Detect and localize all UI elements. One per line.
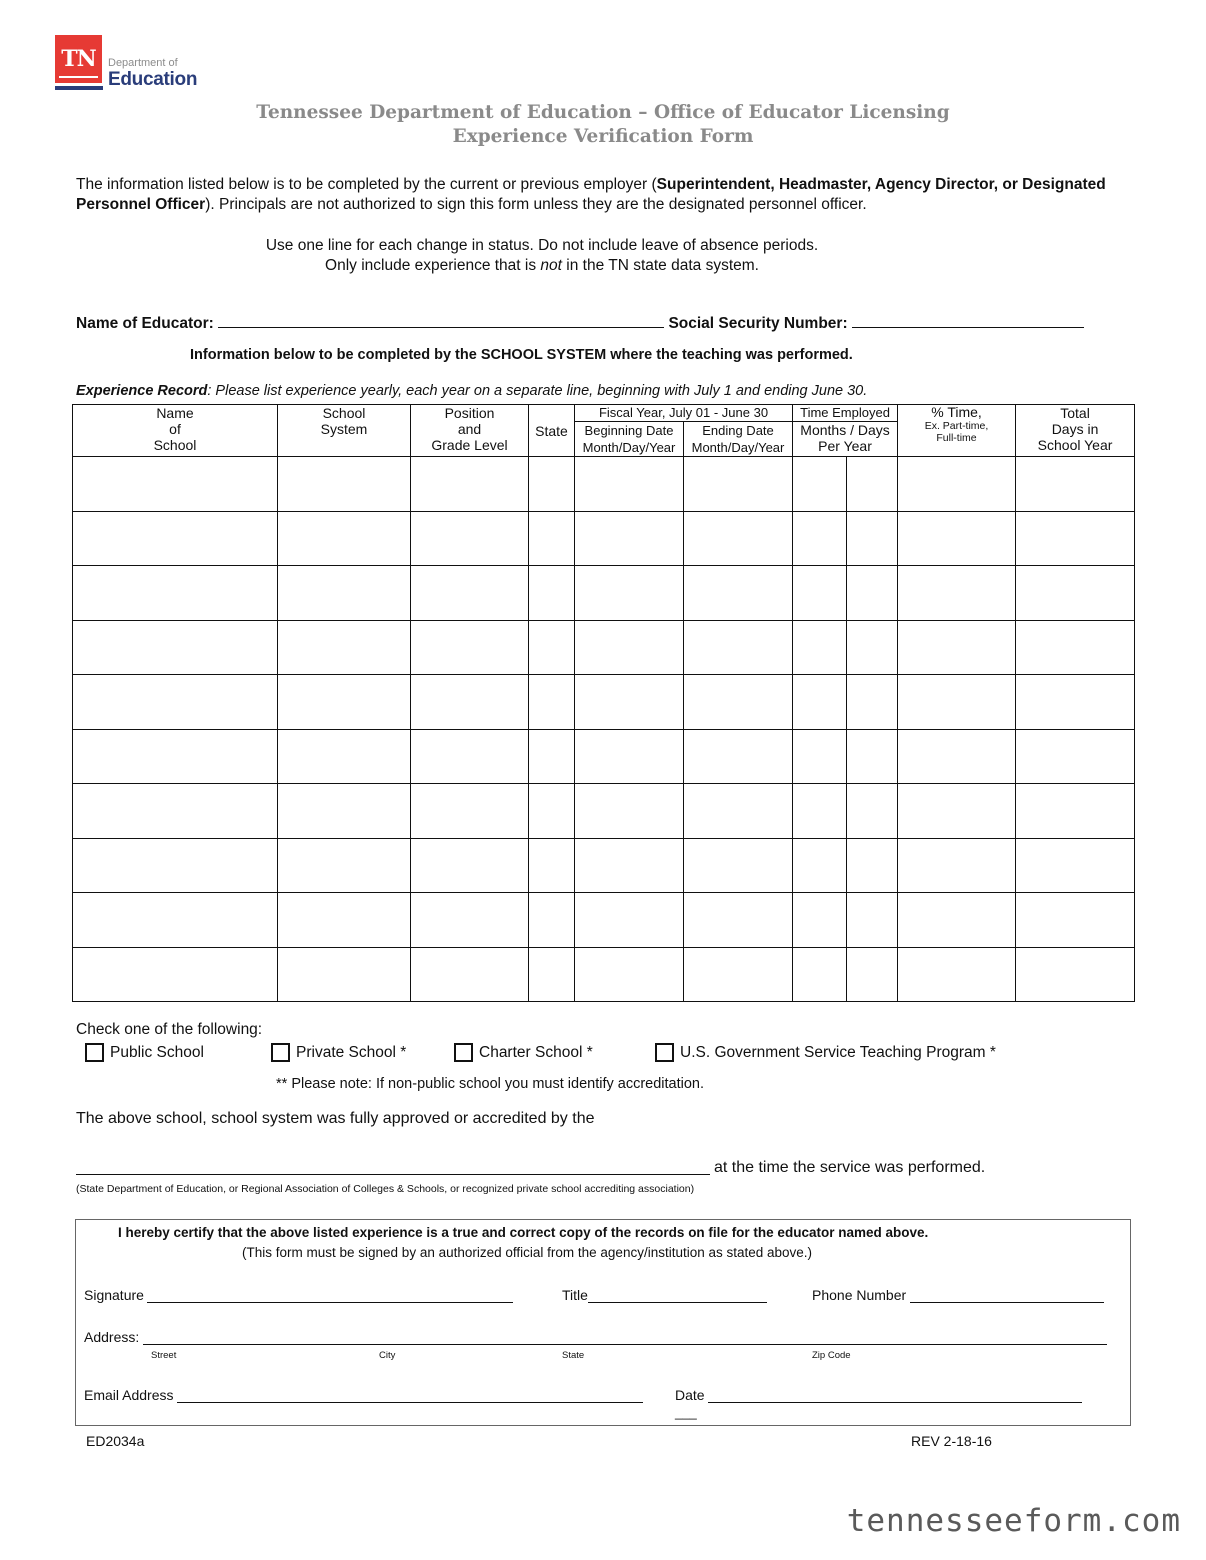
table-cell[interactable] [793,947,847,1002]
table-cell[interactable] [575,784,684,839]
table-cell[interactable] [575,729,684,784]
header-ending-date: Ending Date Month/Day/Year [684,422,793,457]
header-state: State [529,405,575,457]
table-cell[interactable] [684,784,793,839]
certification-box [75,1219,1131,1426]
accreditation-line1: The above school, school system was fully approved or accredited by the [76,1110,595,1127]
table-cell[interactable] [411,893,529,948]
table-cell[interactable] [847,566,898,621]
table-cell[interactable] [411,620,529,675]
table-cell[interactable] [73,675,278,730]
header-school-system: School System [278,405,411,457]
table-cell[interactable] [1016,457,1135,512]
non-public-note: ** Please note: If non-public school you must identify accreditation. [276,1076,704,1092]
ssn-field[interactable] [852,311,1084,328]
phone-field[interactable] [910,1302,1104,1303]
table-cell[interactable] [278,620,411,675]
instruction-line1: Use one line for each change in status. Do not include leave of absence periods. [265,237,819,254]
option-private-school[interactable]: Private School * [271,1043,406,1062]
table-cell[interactable] [793,620,847,675]
date-field-tail: ___ [675,1405,697,1420]
address-field[interactable] [143,1344,1107,1345]
table-cell[interactable] [847,620,898,675]
table-cell[interactable] [684,838,793,893]
table-cell[interactable] [73,947,278,1002]
logo-education-text: Education [108,69,198,90]
table-cell[interactable] [73,729,278,784]
table-cell[interactable] [529,511,575,566]
header-percent-time: % Time, Ex. Part-time, Full-time [898,405,1016,457]
table-cell[interactable] [575,838,684,893]
table-cell[interactable] [1016,838,1135,893]
city-sublabel: City [379,1350,396,1361]
table-cell[interactable] [1016,947,1135,1002]
us-government-program-checkbox[interactable] [655,1043,674,1062]
table-row [73,566,1135,621]
table-row [73,729,1135,784]
educator-name-label: Name of Educator: [76,315,214,332]
intro-paragraph [76,175,1136,214]
table-cell[interactable] [1016,893,1135,948]
table-cell[interactable] [411,511,529,566]
instruction-line2 [0,256,1084,276]
table-cell[interactable] [898,729,1016,784]
table-cell[interactable] [73,566,278,621]
table-cell[interactable] [529,675,575,730]
table-cell[interactable] [278,947,411,1002]
table-row [73,893,1135,948]
table-cell[interactable] [411,784,529,839]
header-total-days: Total Days in School Year [1016,405,1135,457]
table-cell[interactable] [847,729,898,784]
table-cell[interactable] [684,457,793,512]
table-cell[interactable] [278,893,411,948]
form-title-line2: Experience Verification Form [452,126,754,147]
table-cell[interactable] [1016,620,1135,675]
experience-record-table [72,404,1135,1002]
table-cell[interactable] [898,620,1016,675]
table-cell[interactable] [73,784,278,839]
site-watermark: tennesseeform.com [846,1503,1181,1539]
table-cell[interactable] [1016,566,1135,621]
table-cell[interactable] [684,893,793,948]
intro-text-end: ). Principals are not authorized to sign this form unless they are the designated personnel officer. [205,195,867,213]
header-time-employed: Time Employed [793,405,898,422]
table-cell[interactable] [684,947,793,1002]
table-cell[interactable] [73,511,278,566]
table-cell[interactable] [411,838,529,893]
option-public-school[interactable]: Public School [85,1043,204,1062]
experience-record-label: Experience Record [76,383,208,399]
table-row [73,620,1135,675]
tn-doe-logo [55,35,198,91]
table-cell[interactable] [529,620,575,675]
table-cell[interactable] [898,457,1016,512]
table-cell[interactable] [793,838,847,893]
table-cell[interactable] [73,457,278,512]
public-school-checkbox[interactable] [85,1043,104,1062]
table-cell[interactable] [411,729,529,784]
table-cell[interactable] [898,893,1016,948]
table-cell[interactable] [575,566,684,621]
table-cell[interactable] [278,784,411,839]
table-cell[interactable] [684,620,793,675]
table-cell[interactable] [529,729,575,784]
table-cell[interactable] [278,729,411,784]
table-cell[interactable] [575,675,684,730]
table-row [73,784,1135,839]
table-cell[interactable] [847,893,898,948]
table-cell[interactable] [575,620,684,675]
table-cell[interactable] [684,511,793,566]
table-cell[interactable] [278,457,411,512]
table-cell[interactable] [793,457,847,512]
certification-statement: I hereby certify that the above listed experience is a true and correct copy of the records on file for the educator named above. [118,1225,929,1240]
table-cell[interactable] [793,511,847,566]
table-cell[interactable] [793,893,847,948]
table-cell[interactable] [575,511,684,566]
option-charter-school[interactable]: Charter School * [454,1043,593,1062]
table-cell[interactable] [529,784,575,839]
header-fiscal-year: Fiscal Year, July 01 - June 30 [575,405,793,422]
table-cell[interactable] [1016,511,1135,566]
table-cell[interactable] [529,838,575,893]
table-cell[interactable] [684,729,793,784]
table-cell[interactable] [575,457,684,512]
title-field[interactable] [588,1302,767,1303]
table-cell[interactable] [684,566,793,621]
school-system-note: Information below to be completed by the SCHOOL SYSTEM where the teaching was performed. [190,347,853,363]
table-cell[interactable] [847,784,898,839]
table-cell[interactable] [684,675,793,730]
educator-name-field[interactable] [218,311,664,328]
signature-label: Signature [84,1287,144,1303]
table-cell[interactable] [529,893,575,948]
table-cell[interactable] [278,675,411,730]
table-cell[interactable] [1016,784,1135,839]
table-cell[interactable] [847,675,898,730]
table-cell[interactable] [278,511,411,566]
accrediting-body-field[interactable] [76,1174,710,1175]
charter-school-checkbox[interactable] [454,1043,473,1062]
tn-logo-mark: TN [55,35,102,83]
date-field[interactable] [708,1402,1082,1403]
zip-sublabel: Zip Code [812,1350,851,1361]
check-heading: Check one of the following: [76,1021,263,1038]
table-cell[interactable] [278,838,411,893]
table-row [73,947,1135,1002]
table-cell[interactable] [529,566,575,621]
email-label: Email Address [84,1387,174,1403]
email-field[interactable] [177,1402,643,1403]
table-row [73,457,1135,512]
signature-field[interactable] [147,1302,513,1303]
instruction-not-emphasis: not [540,257,562,274]
address-label: Address: [84,1329,140,1345]
table-cell[interactable] [73,620,278,675]
form-title-line1: Tennessee Department of Education – Office of Educator Licensing [256,102,950,123]
header-name-of-school: Name of School [73,405,278,457]
table-cell[interactable] [411,947,529,1002]
table-cell[interactable] [898,947,1016,1002]
date-label: Date [675,1387,705,1403]
header-months-days: Months / Days Per Year [793,422,898,457]
table-cell[interactable] [575,947,684,1002]
table-cell[interactable] [793,784,847,839]
table-cell[interactable] [898,566,1016,621]
form-id: ED2034a [86,1433,145,1449]
instruction-line2-end: in the TN state data system. [561,257,759,274]
table-cell[interactable] [73,838,278,893]
option-us-government-program[interactable]: U.S. Government Service Teaching Program * [655,1043,996,1062]
table-row [73,511,1135,566]
table-cell[interactable] [411,566,529,621]
table-cell[interactable] [847,947,898,1002]
logo-underline [55,86,103,90]
accreditation-line2: at the time the service was performed. [714,1159,986,1176]
table-cell[interactable] [898,675,1016,730]
table-cell[interactable] [1016,675,1135,730]
table-cell[interactable] [73,893,278,948]
table-cell[interactable] [529,947,575,1002]
instruction-line2-start: Only include experience that is [325,257,541,274]
table-cell[interactable] [411,675,529,730]
table-cell[interactable] [793,729,847,784]
experience-record-text: : Please list experience yearly, each year on a separate line, beginning with July 1 and ending June 30. [207,383,868,399]
educator-fields-row [76,311,1126,333]
table-cell[interactable] [847,457,898,512]
phone-label: Phone Number [812,1287,907,1303]
experience-record-note [76,383,867,399]
table-cell[interactable] [898,511,1016,566]
state-sublabel: State [562,1350,585,1361]
table-cell[interactable] [278,566,411,621]
table-cell[interactable] [847,511,898,566]
table-cell[interactable] [1016,729,1135,784]
header-beginning-date: Beginning Date Month/Day/Year [575,422,684,457]
table-cell[interactable] [529,457,575,512]
intro-authorized-officials: Superintendent, Headmaster, Agency Director, or Designated Personnel Officer [76,176,1106,213]
header-position-grade: Position and Grade Level [411,405,529,457]
street-sublabel: Street [151,1350,177,1361]
accreditation-hint: (State Department of Education, or Regional Association of Colleges & Schools, or recognized private school accrediting association) [76,1183,695,1195]
table-cell[interactable] [793,566,847,621]
table-cell[interactable] [898,838,1016,893]
table-cell[interactable] [575,893,684,948]
ssn-label: Social Security Number: [668,315,848,332]
intro-text-start: The information listed below is to be completed by the current or previous employer ( [76,176,657,193]
table-cell[interactable] [898,784,1016,839]
table-cell[interactable] [411,457,529,512]
title-label: Title [562,1287,588,1303]
logo-department-text: Department of [108,57,178,69]
table-row [73,675,1135,730]
table-row [73,838,1135,893]
certification-subnote: (This form must be signed by an authorized official from the agency/institution as stated above.) [242,1245,813,1260]
table-cell[interactable] [847,838,898,893]
table-cell[interactable] [793,675,847,730]
revision-date: REV 2-18-16 [911,1433,992,1449]
private-school-checkbox[interactable] [271,1043,290,1062]
